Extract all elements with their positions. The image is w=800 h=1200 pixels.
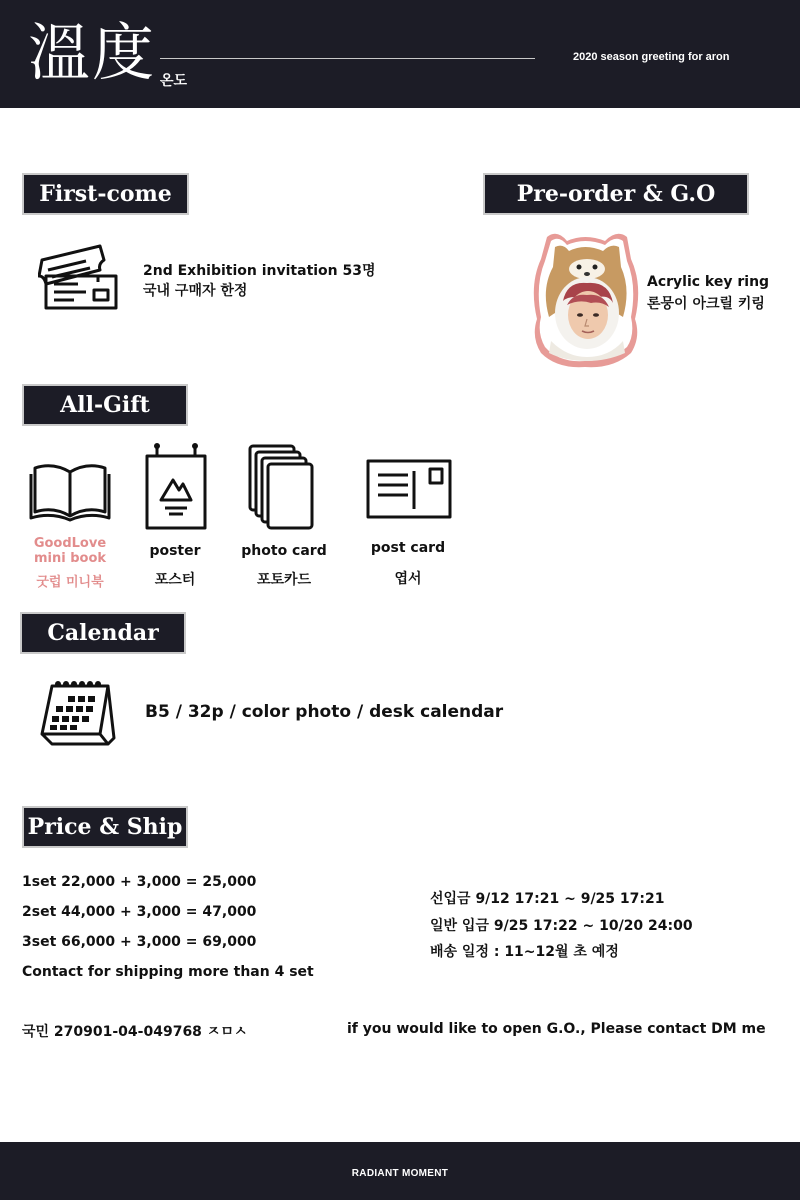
ticket-icon — [38, 240, 120, 312]
postcard-icon — [366, 459, 452, 519]
pre-order-line1: Acrylic key ring — [647, 274, 770, 290]
price-line-2: 2set 44,000 + 3,000 = 47,000 — [22, 904, 257, 920]
gift-poster-label-en: poster — [149, 543, 201, 559]
schedule-line-3: 배송 일정 : 11~12월 초 예정 — [430, 944, 619, 960]
section-title-all-gift: All-Gift — [22, 384, 188, 426]
pre-order-line2: 론뭉이 아크릴 키링 — [647, 296, 765, 312]
schedule-line-2: 일반 입금 9/25 17:22 ~ 10/20 24:00 — [430, 918, 693, 934]
poster-icon — [143, 442, 209, 532]
header-tagline: 2020 season greeting for aron — [573, 51, 730, 63]
price-line-4: Contact for shipping more than 4 set — [22, 964, 314, 980]
book-icon — [29, 462, 111, 522]
gift-book-label-en-2: mini book — [33, 551, 107, 566]
logo-title: 溫度 — [28, 16, 157, 89]
bank-account: 국민 270901-04-049768 ㅈㅁㅅ — [22, 1024, 248, 1040]
section-title-price-ship: Price & Ship — [22, 806, 188, 848]
header-divider — [160, 58, 535, 59]
schedule-line-1: 선입금 9/12 17:21 ~ 9/25 17:21 — [430, 891, 665, 907]
first-come-line1: 2nd Exhibition invitation 53명 — [143, 263, 376, 279]
calendar-description: B5 / 32p / color photo / desk calendar — [145, 702, 504, 722]
go-contact-note: if you would like to open G.O., Please contact DM me — [347, 1021, 766, 1037]
price-line-1: 1set 22,000 + 3,000 = 25,000 — [22, 874, 257, 890]
gift-poster-label-ko: 포스터 — [154, 572, 196, 588]
first-come-line2: 국내 구매자 한정 — [143, 283, 248, 299]
footer-text: RADIANT MOMENT — [351, 1168, 449, 1179]
calendar-icon — [38, 676, 118, 748]
section-title-pre-order: Pre-order & G.O — [483, 173, 749, 215]
footer-banner — [0, 1142, 800, 1200]
photo-card-icon — [246, 442, 318, 532]
section-title-first-come: First-come — [22, 173, 189, 215]
acrylic-keyring-image — [527, 227, 645, 371]
gift-book-label-ko: 굿럽 미니북 — [36, 575, 104, 590]
gift-photo-card-label-en: photo card — [241, 543, 327, 559]
logo-subtitle: 온도 — [160, 73, 188, 89]
gift-photo-card-label-ko: 포토카드 — [256, 572, 312, 588]
gift-postcard-label-en: post card — [370, 540, 446, 556]
gift-postcard-label-ko: 엽서 — [394, 571, 422, 587]
price-line-3: 3set 66,000 + 3,000 = 69,000 — [22, 934, 257, 950]
section-title-calendar: Calendar — [20, 612, 186, 654]
gift-book-label-en-1: GoodLove — [33, 536, 107, 551]
header-banner — [0, 0, 800, 108]
